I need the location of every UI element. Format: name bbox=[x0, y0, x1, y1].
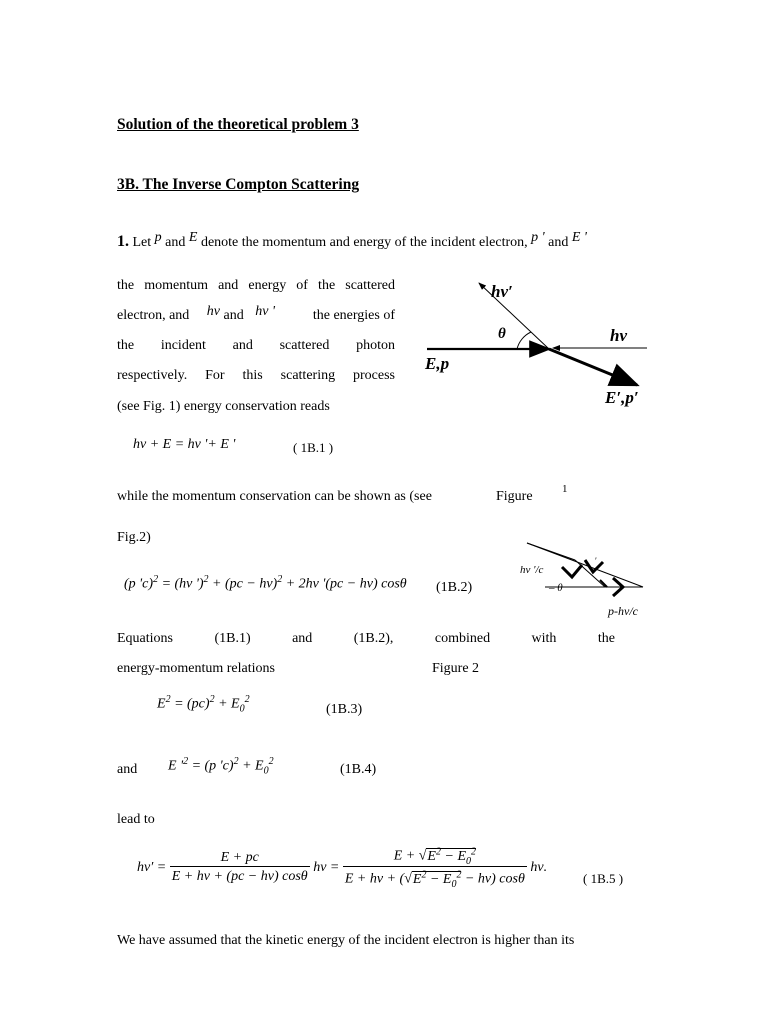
text-fragment: with bbox=[531, 631, 557, 646]
figure-label: Figure bbox=[496, 489, 533, 504]
text-line bbox=[117, 338, 395, 354]
label-hv-c: hν '/c bbox=[520, 564, 544, 576]
angle-arc bbox=[517, 332, 531, 349]
page-title: Solution of the theoretical problem 3 bbox=[117, 116, 359, 133]
symbol-p-prime: p ' bbox=[531, 230, 545, 245]
symbol-hv-prime: hν ' bbox=[255, 304, 275, 319]
equation-1B4: E '$^2 = (p$ '$c)^2 + E_0^2$ bbox=[168, 756, 274, 777]
text-fragment: the bbox=[597, 631, 615, 646]
equation-1B3: $E^2 = (pc)^2 + E_0^2$ bbox=[157, 694, 250, 715]
equation-tag: ( 1B.5 ) bbox=[583, 871, 624, 886]
label-Ep: E,p bbox=[425, 354, 450, 373]
equation-tag: ( 1B.1 ) bbox=[293, 440, 334, 455]
fraction: $\frac{E + √E^2 - E_0^2}{E + h\nu + (√E^2 - E_0^2 - h\nu) \cos\theta}$ bbox=[344, 846, 525, 890]
text-line: respectively. For this scattering process bbox=[117, 368, 395, 383]
text-line: while the momentum conservation can be shown as (see bbox=[117, 489, 432, 504]
equation-1B5: hν′ = $\frac{E + pc}{E + h\nu + (pc - h\nu) \cos\theta}$ hν = $\frac{E + √E^2 - E_0^2}{E + h\nu + (√E^2 - E_0^2 - h\nu) \cos\theta}$ hν. bbox=[137, 846, 548, 890]
section-heading: 3B. The Inverse Compton Scattering bbox=[117, 176, 360, 193]
symbol-E: E bbox=[188, 230, 198, 245]
text-fragment: the energies of bbox=[312, 308, 395, 323]
equation-tag: (1B.3) bbox=[326, 702, 363, 717]
text-line bbox=[117, 631, 615, 647]
text-line: (see Fig. 1) energy conservation reads bbox=[117, 399, 330, 414]
text-let: Let bbox=[132, 235, 152, 250]
figure-2-caption: Figure 2 bbox=[432, 661, 480, 676]
scattered-photon-arrow bbox=[479, 283, 549, 349]
figure-2-diagram bbox=[515, 540, 655, 620]
text-fragment: scattered bbox=[279, 338, 330, 353]
item-number: 1. bbox=[117, 233, 129, 250]
label-Ep-prime: E′,p′ bbox=[605, 388, 639, 407]
text-fragment: Equations bbox=[117, 631, 173, 646]
equation-tag: (1B.4) bbox=[340, 762, 377, 777]
fraction: $\frac{E + pc}{E + h\nu + (pc - h\nu) \cos\theta}$ bbox=[171, 850, 308, 885]
arrow-head bbox=[585, 560, 603, 572]
text-and: and bbox=[165, 235, 186, 250]
label-theta-symbol: θ bbox=[557, 582, 563, 594]
text-fragment: (1B.1) bbox=[214, 631, 251, 646]
text-fragment: photon bbox=[356, 338, 395, 353]
text-fragment: the bbox=[117, 338, 135, 353]
text-fragment: and bbox=[232, 338, 253, 353]
text-line: lead to bbox=[117, 812, 155, 827]
text-fragment: (1B.2), bbox=[353, 631, 394, 646]
text-and: and bbox=[117, 762, 138, 777]
text-denote: denote the momentum and energy of the incident electron, bbox=[200, 235, 528, 250]
label-hv: hν bbox=[610, 326, 627, 345]
equation-1B1: hν + E = hν '+ E ' bbox=[133, 437, 236, 452]
text-fragment: electron, and bbox=[117, 308, 190, 323]
equation-tag: (1B.2) bbox=[436, 580, 473, 595]
text-fragment: and bbox=[292, 631, 313, 646]
arrow-head bbox=[562, 565, 582, 577]
label-hv-prime: hν′ bbox=[491, 282, 513, 301]
text-and: and bbox=[548, 235, 569, 250]
symbol-hv: hν bbox=[206, 304, 221, 319]
paragraph-1 bbox=[117, 230, 587, 251]
scattered-electron-arrow bbox=[549, 349, 637, 385]
text-fragment: and bbox=[223, 308, 244, 323]
text-fragment: incident bbox=[160, 338, 206, 353]
text-line: Fig.2) bbox=[117, 530, 151, 545]
vector-line bbox=[527, 543, 575, 560]
equation-1B2: (p 'c)$^2$ = (hν ')$^2$ + (pc − hν)$^2$ + 2hν '(pc − hν) cosθ bbox=[124, 574, 407, 592]
text-line: We have assumed that the kinetic energy of the incident electron is higher than its bbox=[117, 933, 575, 948]
figure-1-diagram bbox=[415, 275, 670, 415]
symbol-E-prime: E ' bbox=[571, 230, 587, 245]
label-p-hv-c: p-hν/c bbox=[608, 604, 638, 618]
figure-number: 1 bbox=[562, 483, 568, 495]
label-theta: θ bbox=[498, 326, 506, 342]
label-theta: – θ bbox=[549, 582, 563, 594]
symbol-p: p bbox=[154, 230, 162, 245]
text-line bbox=[117, 304, 395, 324]
text-line: the momentum and energy of the scattered bbox=[117, 278, 395, 293]
text-line: energy-momentum relations bbox=[117, 661, 275, 676]
label-prime: ′ bbox=[595, 556, 597, 566]
text-fragment: combined bbox=[434, 631, 491, 646]
